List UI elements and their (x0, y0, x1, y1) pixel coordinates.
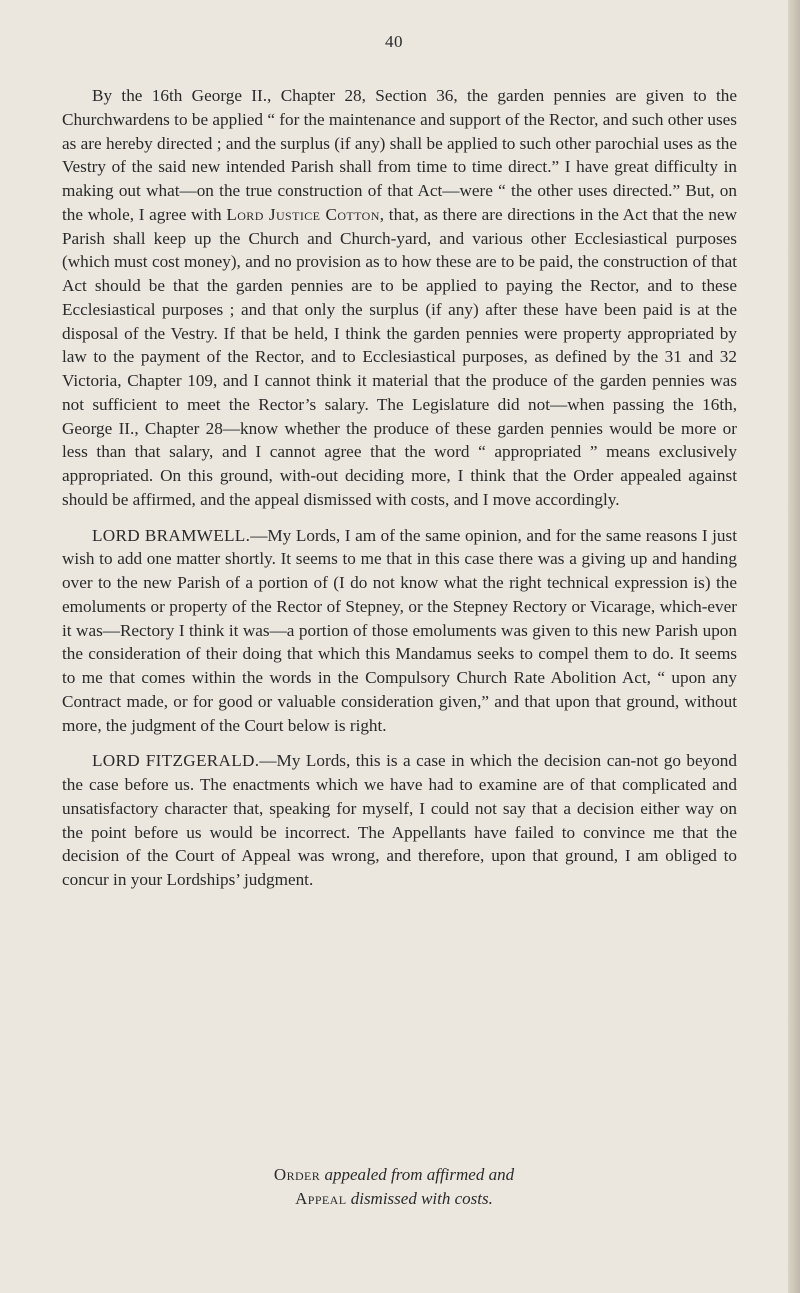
order-line-2 (0, 1187, 788, 1211)
order-line-1 (0, 1163, 788, 1187)
paragraph-text: By the 16th George II., Chapter 28, Section 36, the garden pennies are given to the Churchwardens to be applied “ for the maintenance and support of the Rector, and such other uses as are hereby directed ; and the surplus (if any) shall be applied to such other parochial uses as the Vestry of the said new intended Parish shall from time to time direct.” I have great difficulty in making out what—on the true construction of that Act—were “ the other uses directed.” But, on the whole, I agree with (62, 86, 737, 224)
speaker-name: LORD FITZGERALD. (92, 751, 260, 771)
judge-name: Lord Justice Cotton (226, 204, 380, 224)
speaker-name: LORD BRAMWELL. (92, 525, 251, 545)
order-label: Order (273, 1165, 321, 1184)
page-edge (788, 0, 800, 1293)
page-number: 40 (385, 32, 403, 51)
paragraph-text: —My Lords, I am of the same opinion, and for the same reasons I just wish to add one matter shortly. It seems to me that in this case there was a giving up and handing over to the new Parish of a portion of (I do not know what the right technical expression is) the emoluments or property of the Rector of Stepney, or the Stepney Rectory or Vicarage, which-ever it was—Rectory I think it was—a portion of those emoluments was given to this new Parish upon the consideration of their doing that which this Mandamus seeks to compel them to do. It seems to me that comes within the words in the Compulsory Church Rate Abolition Act, “ upon any Contract made, or for good or valuable consideration given,” and that upon that ground, without more, the judgment of the Court below is right. (62, 525, 737, 735)
body-text (62, 84, 737, 892)
order-text: appealed from affirmed and (324, 1165, 515, 1184)
paragraph-lord-fitzgerald (62, 749, 737, 892)
paragraph-cotton-agreement (62, 84, 737, 512)
appeal-text: dismissed with costs. (350, 1189, 493, 1208)
paragraph-text: , that, as there are directions in the Act that the new Parish shall keep up the Church and Church-yard, and various other Ecclesiastical purposes (which must cost money), and no provision as to how these are to be paid, the construction of that Act should be that the garden pennies are to be applied to paying the Rector, and to these Ecclesiastical purposes ; and that only the surplus (if any) after these have been paid is at the disposal of the Vestry. If that be held, I think the garden pennies were property appropriated by law to the payment of the Rector, and to Ecclesiastical purposes, as defined by the 31 and 32 Victoria, Chapter 109, and I cannot think it material that the produce of the garden pennies was not sufficient to meet the Rector’s salary. The Legislature did not—when passing the 16th, George II., Chapter 28—know whether the produce of these garden pennies would be more or less than that salary, and I cannot agree that the word “ appropriated ” means exclusively appropriated. On this ground, with-out deciding more, I think that the Order appealed against should be affirmed, and the appeal dismissed with costs, and I move accordingly. (62, 204, 738, 509)
paragraph-lord-bramwell (62, 524, 737, 738)
paragraph-text: —My Lords, this is a case in which the decision can-not go beyond the case before us. The enactments which we have had to examine are of that complicated and unsatisfactory character that, speaking for myself, I could not say that a decision either way on the point before us would be incorrect. The Appellants have failed to convince me that the decision of the Court of Appeal was wrong, and therefore, upon that ground, I am obliged to concur in your Lordships’ judgment. (62, 751, 737, 889)
appeal-label: Appeal (295, 1189, 347, 1208)
